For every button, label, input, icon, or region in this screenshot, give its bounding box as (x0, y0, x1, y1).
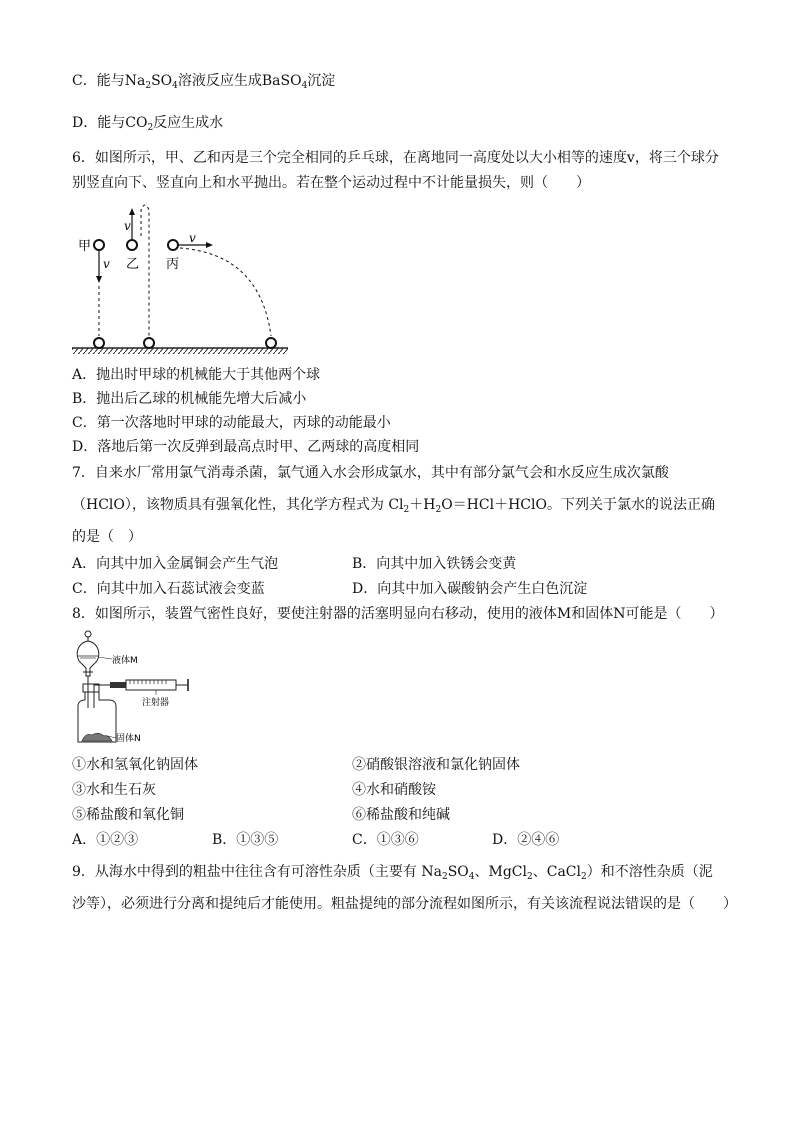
q8-option-a: A．①②③ (72, 832, 139, 848)
q8-stem-line1: 8．如图所示，装置气密性良好，要使注射器的活塞明显向右移动，使用的液体M和固体N可能是（ ） (72, 606, 724, 622)
separatory-funnel (77, 637, 99, 676)
label-v-jia: v (103, 257, 110, 271)
syringe-barrel (126, 680, 176, 690)
path-bing (180, 248, 271, 336)
label-yi: 乙 (126, 257, 140, 272)
label-jia: 甲 (78, 239, 92, 254)
landed-ball-yi (144, 338, 154, 348)
ground-hatch (72, 348, 288, 354)
q9-stem-line2: 沙等），必须进行分离和提纯后才能使用。粗盐提纯的部分流程如图所示，有关该流程说法错误的是（ ） (72, 896, 737, 912)
label-liquid-m: 液体M (112, 656, 138, 666)
q6-stem-line2: 别竖直向下、竖直向上和水平抛出。若在整个运动过程中不计能量损失，则（ ） (72, 175, 590, 191)
q7-stem-line2: （HClO），该物质具有强氧化性，其化学方程式为 $Cl_2+H_2O=HCl+HClO$。下列关于氯水的说法正确 (72, 497, 715, 515)
q8-item-3: ③水和生石灰 (72, 782, 156, 798)
q9-stem-line1: 9．从海水中得到的粗盐中往往含有可溶性杂质（主要有 $Na_2SO_4$、MgCl$_2$、CaCl$_2$）和不溶性杂质（泥 (72, 864, 713, 882)
q6-figure (70, 196, 295, 356)
q5-option-c: C．能与$Na_2SO_4$溶液反应生成BaSO$_4$沉淀 (72, 73, 336, 91)
q7-option-d: D．向其中加入碳酸钠会产生白色沉淀 (352, 581, 588, 597)
q7-stem-line1: 7．自来水厂常用氯气消毒杀菌，氯气通入水会形成氯水，其中有部分氯气会和水反应生成次氯酸 (72, 465, 669, 481)
q8-option-b: B．①③⑤ (212, 832, 279, 848)
q6-option-d: D．落地后第一次反弹到最高点时甲、乙两球的高度相同 (72, 439, 420, 455)
q8-item-6: ⑥稀盐酸和纯碱 (352, 807, 450, 823)
label-v-yi: v (124, 219, 131, 233)
q7-option-a: A．向其中加入金属铜会产生气泡 (72, 556, 279, 572)
connecting-tube (94, 685, 110, 708)
q7-option-b: B．向其中加入铁锈会变黄 (352, 556, 517, 572)
q6-option-a: A．抛出时甲球的机械能大于其他两个球 (72, 367, 321, 383)
label-syringe: 注射器 (142, 698, 170, 708)
label-bing: 丙 (166, 257, 180, 272)
funnel-stopper (85, 631, 91, 637)
q8-apparatus-figure (72, 628, 202, 748)
q8-item-4: ④水和硝酸铵 (352, 782, 436, 798)
q7-option-c: C．向其中加入石蕊试液会变蓝 (72, 581, 265, 597)
q8-option-d: D．②④⑥ (492, 832, 560, 848)
landed-ball-jia (94, 338, 104, 348)
ball-yi (127, 240, 137, 250)
label-v-bing: v (189, 231, 196, 245)
q6-stem-line1: 6．如图所示，甲、乙和丙是三个完全相同的乒乓球，在离地同一高度处以大小相等的速度v，将三个球分 (72, 150, 719, 166)
q6-option-c: C．第一次落地时甲球的动能最大，丙球的动能最小 (72, 415, 391, 431)
q5-option-d: D．能与$CO_2$反应生成水 (72, 115, 224, 133)
q8-item-5: ⑤稀盐酸和氧化铜 (72, 807, 184, 823)
q7-stem-line3: 的是（ ） (72, 529, 142, 545)
q8-item-2: ②硝酸银溶液和氯化钠固体 (352, 757, 520, 773)
landed-ball-bing (266, 338, 276, 348)
ball-bing (168, 240, 178, 250)
ball-jia (94, 240, 104, 250)
label-solid-n: 固体N (116, 734, 141, 744)
solid-n (82, 733, 112, 741)
q6-option-b: B．抛出后乙球的机械能先增大后减小 (72, 391, 307, 407)
q8-option-c: C．①③⑥ (352, 832, 419, 848)
path-yi (141, 205, 149, 336)
q8-item-1: ①水和氢氧化钠固体 (72, 757, 198, 773)
